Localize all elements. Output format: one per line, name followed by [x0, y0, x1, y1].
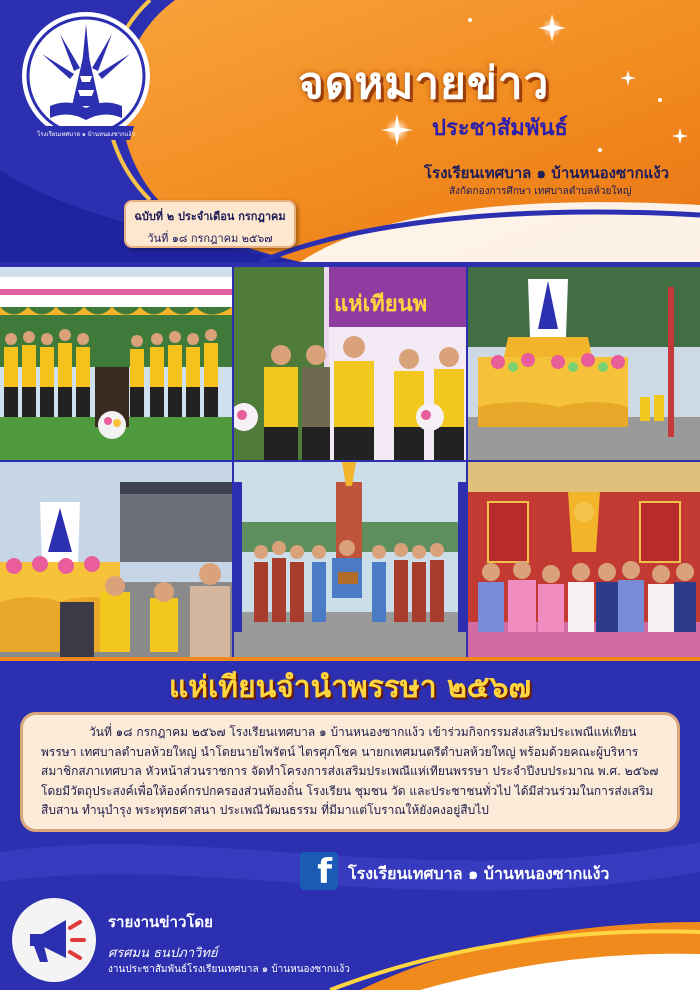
photo-dancers — [234, 462, 466, 657]
article-box — [20, 712, 680, 832]
issue-number: ฉบับที่ ๒ ประจำเดือน กรกฎาคม — [134, 210, 286, 223]
article-body: วันที่ ๑๘ กรกฎาคม ๒๕๖๗ โรงเรียนเทศบาล ๑ บ้านหนองซากแง้ว เข้าร่วมกิจกรรมส่งเสริมประเพณีแห่เทียนพรรษา เทศบาลตำบลห้วยใหญ่ นำโดยนายไพรัตน์ ไตรศุภโชค นายกเทศมนตรีตำบลห้วยใหญ่ พร้อมด้วยคณะผู้บริหาร สมาชิกสภาเทศบาล หัวหน้าส่วนราชการ จัดทำโครงการส่งเสริมประเพณีแห่เทียนพรรษา ประจำปีงบประมาณ พ.ศ. ๒๕๖๗ โดยมีวัตถุประสงค์เพื่อให้องค์กรปกครองส่วนท้องถิ่น โรงเรียน ชุมชน วัด และประชาชนทั่วไป ได้มีส่วนร่วมในการส่งเสริม สืบสาน ทำนุบำรุง พระพุทธศาสนา ประเพณีวัฒนธรรม ที่มีมาแต่โบราณให้ยังคงอยู่สืบไป — [41, 725, 659, 817]
photo-group-tent — [0, 267, 232, 460]
issue-date: วันที่ ๑๘ กรกฎาคม ๒๕๖๗ — [147, 232, 273, 245]
issue-box — [124, 200, 296, 248]
photo-temple-group — [468, 462, 700, 657]
school-affiliation: สังกัดกองการศึกษา เทศบาลตำบลห้วยใหญ่ — [449, 186, 632, 197]
footer-background — [0, 832, 700, 990]
header — [0, 0, 700, 262]
school-logo — [20, 10, 152, 160]
logo-text: โรงเรียนเทศบาล ๑ บ้านหนองซากแง้ว — [37, 131, 135, 138]
school-name: โรงเรียนเทศบาล ๑ บ้านหนองซากแง้ว — [424, 164, 670, 182]
reported-by-label: รายงานข่าวโดย — [108, 913, 213, 931]
reporter-unit: งานประชาสัมพันธ์โรงเรียนเทศบาล ๑ บ้านหนองซากแง้ว — [108, 964, 350, 975]
facebook-icon[interactable]: f — [300, 852, 338, 890]
facebook-page-link[interactable]: โรงเรียนเทศบาล ๑ บ้านหนองซากแง้ว — [348, 864, 610, 883]
reporter-name: ศรศมน ธนปภาวิทย์ — [108, 946, 218, 961]
newsletter-subtitle: ประชาสัมพันธ์ — [432, 116, 568, 141]
photo-candle-float — [468, 267, 700, 460]
event-title: แห่เทียนจำนำพรรษา ๒๕๖๗ — [168, 670, 532, 705]
photo-street-float — [0, 462, 232, 657]
megaphone-icon — [12, 898, 96, 982]
photo-grid — [0, 267, 700, 657]
banner-text: แห่เทียนพ — [334, 292, 428, 317]
photo-officials — [234, 267, 466, 460]
newsletter-title: จดหมายข่าว — [298, 58, 550, 109]
